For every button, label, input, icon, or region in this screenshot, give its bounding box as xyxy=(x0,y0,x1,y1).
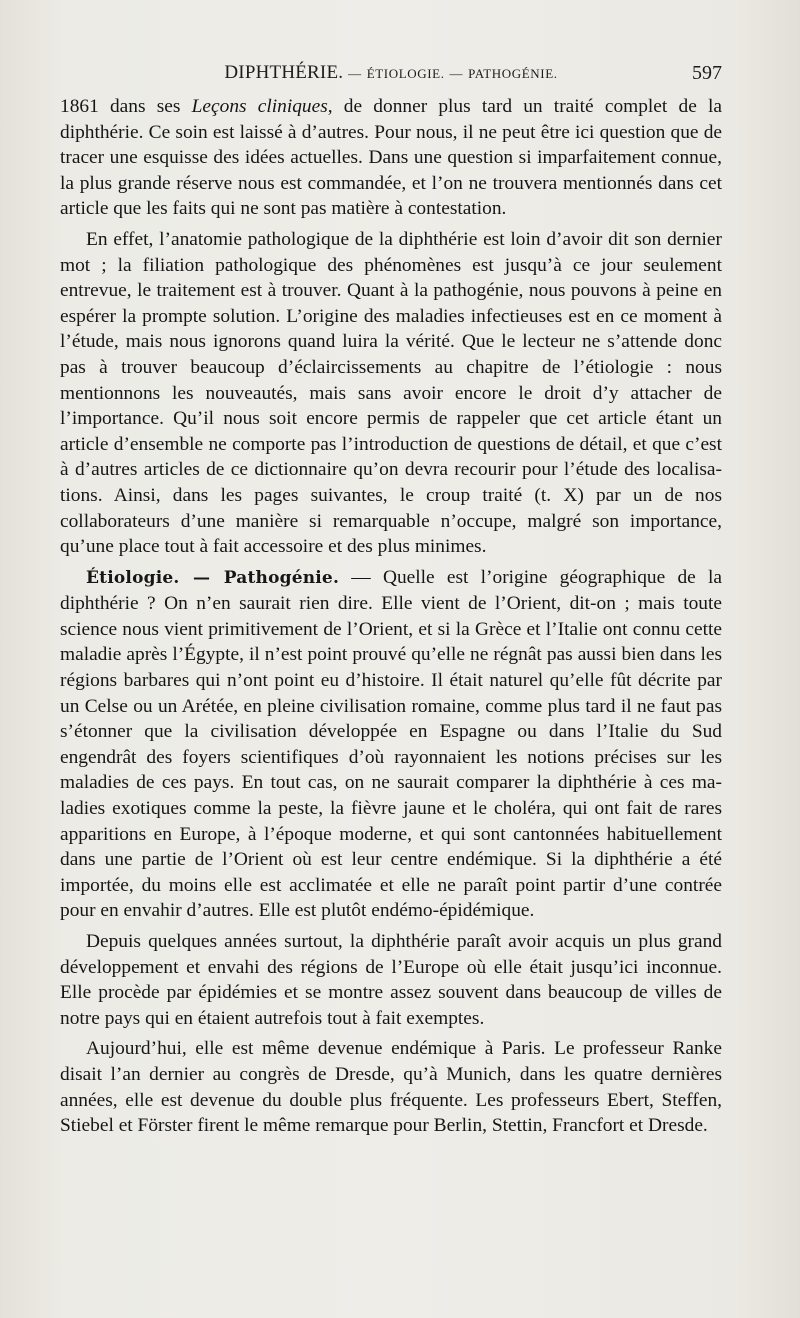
section-heading: Étiologie. — Pathogénie. xyxy=(86,567,340,588)
header-title: DIPHTHÉRIE. xyxy=(224,62,344,83)
paragraph-1-start: 1861 dans ses xyxy=(60,96,192,117)
running-header xyxy=(60,62,722,88)
header-title-line xyxy=(60,62,722,84)
header-subtitle-etiologie: ÉTIOLOGIE. xyxy=(366,66,445,81)
paragraph-3-text: — Quelle est l’origine géographique de la diphthérie ? On n’en saurait rien dire. Elle vient de l’Orient, dit-on ; mais toute science nous vient primitivement de l’Orient, et si la Grèce et l’Italie ont connu cette maladie après l’Égypte, il n’est point prouvé qu’elle ne régnât pas aussi bien dans les régions barbares qui n’ont point eu d’histoire. Il était naturel qu’elle fût décrite par un Celse ou un Arétée, en pleine civilisation romaine, comme plus tard il ne faut pas s’étonner que la civilisation développée en Espagne ou dans l’Italie du Sud engendrât des foyers scientifiques d’où rayonnaient les notions précises sur les maladies de ces pays. En tout cas, on ne saurait comparer la diphthérie à ces maladies exotiques comme la peste, la fièvre jaune et le choléra, qui ont fait de rares apparitions en Europe, à l’époque moderne, et qui sont cantonnées habituellement dans une partie de l’Orient où est leur centre endémique. Si la diphthérie a été importée, du moins elle est acclimatée et elle ne paraît point partir d’une contrée pour en envahir d’autres. Elle est plutôt endémo-épidémique. xyxy=(60,566,722,922)
paragraph-3 xyxy=(60,565,722,924)
header-dash: — xyxy=(348,66,362,81)
header-dash: — xyxy=(449,66,464,81)
book-title-italic: Leçons cliniques xyxy=(191,96,328,117)
paragraph-4: Depuis quelques années surtout, la diphthérie paraît avoir acquis un plus grand développement et envahi des régions de l’Europe où elle était jusqu’ici inconnue. Elle procède par épidémies et se montre assez souvent dans beaucoup de villes de notre pays qui en étaient autrefois tout à fait exemptes. xyxy=(60,931,722,1029)
body-text xyxy=(60,94,722,1144)
paragraph-2: En effet, l’anatomie pathologique de la diphthérie est loin d’avoir dit son dernier mot ; la filiation pathologique des phénomènes est jusqu’à ce jour seulement entrevue, le traitement est à trouver. Quant à la pathogénie, nous pouvons à peine en espérer la prompte solution. L’origine des maladies infectieuses est en ce moment à l’étude, mais nous ignorons quand luira la vérité. Que le lecteur ne s’attende donc pas à trouver beaucoup d’éclaircissements au chapitre de l’étiologie : nous mentionnons les nouveautés, mais sans avoir encore le droit d’y attacher de l’importance. Qu’il nous soit encore permis de rappeler que cet article étant un article d’ensemble ne comporte pas l’introduction de questions de détail, et que c’est à d’autres articles de ce dictionnaire qu’on devra recourir pour l’étude des localisations. Ainsi, dans les pages suivantes, le croup traité (t. X) par un de nos collaborateurs d’une manière si remarquable n’occupe, malgré son importance, qu’une place tout à fait accessoire et des plus minimes. xyxy=(60,228,722,558)
page-number: 597 xyxy=(692,62,722,84)
paragraph-1 xyxy=(60,94,722,222)
paragraph-5: Aujourd’hui, elle est même devenue endémique à Paris. Le professeur Ranke disait l’an dernier au congrès de Dresde, qu’à Munich, dans les quatre dernières années, elle est devenue du double plus fréquente. Les professeurs Ebert, Steffen, Stiebel et Förster firent le même remarque pour Berlin, Stettin, Francfort et Dresde. xyxy=(60,1038,722,1137)
paragraph-1-rest: , de donner plus tard un traité complet de la diphthérie. Ce soin est laissé à d’autres. Pour nous, il ne peut être ici question que de tracer une esquisse des idées actuelles. Dans une question si imparfaitement connue, la plus grande réserve nous est commandée, et l’on ne trouvera mentionnés dans cet article que les faits qui ne sont pas matière à contestation. xyxy=(60,96,722,220)
header-subtitle-pathogenie: PATHOGÉNIE. xyxy=(468,66,558,81)
